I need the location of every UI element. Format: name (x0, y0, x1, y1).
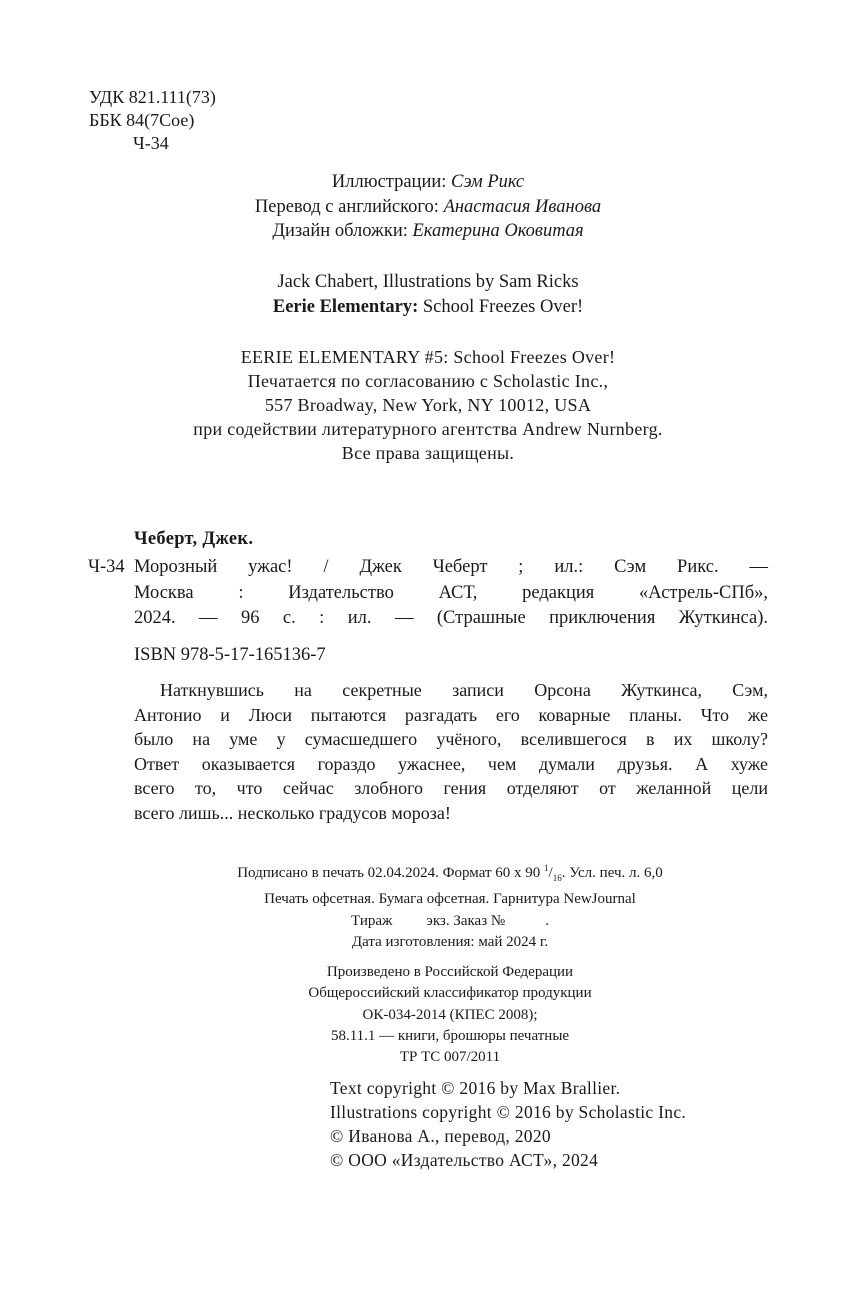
catalog-entry (88, 555, 768, 632)
copyright-line: © Иванова А., перевод, 2020 (330, 1126, 551, 1146)
run-label: Тираж (351, 912, 393, 929)
copyright-line: © ООО «Издательство АСТ», 2024 (330, 1150, 599, 1170)
catalog-author-heading: Чеберт, Джек. (134, 529, 254, 549)
bbk-code: ББК 84(7Сое) (89, 110, 195, 130)
catalog-code: Ч-34 (88, 557, 125, 577)
entry-line: Москва : Издательство АСТ, редакция «Астрель-СПб», (134, 582, 768, 603)
run-order-line (150, 911, 750, 932)
print-sheets: . Усл. печ. л. 6,0 (561, 865, 663, 881)
credit-translation (128, 195, 728, 220)
copyright-line: Text copyright © 2016 by Max Brallier. (330, 1078, 621, 1098)
format-denominator: 16 (552, 873, 562, 883)
rights-line: Печатается по согласованию с Scholastic Inc., (247, 371, 609, 391)
abstract-line: всего то, что сейчас злобного гения отделяют от желанной цели (134, 778, 768, 798)
classification-codes (89, 86, 216, 155)
credit-cover-design (128, 219, 728, 244)
abstract-line: Наткнувшись на секретные записи Орсона Жуткинса, Сэм, (160, 680, 768, 700)
original-authors: Jack Chabert, Illustrations by Sam Ricks (277, 272, 579, 292)
imprint (150, 858, 750, 1069)
origin-line: Общероссийский классификатор продукции (308, 985, 592, 1002)
author-mark: Ч-34 (133, 133, 169, 153)
origin-line: 58.11.1 — книги, брошюры печатные (330, 1028, 570, 1045)
book-title: School Freezes Over! (418, 297, 584, 317)
credit-name: Екатерина Оковитая (412, 221, 584, 241)
credit-label: Дизайн обложки: (272, 221, 413, 241)
rights-line: 557 Broadway, New York, NY 10012, USA (264, 395, 592, 415)
series-name: Eerie Elementary: (272, 297, 419, 317)
rights-line: EERIE ELEMENTARY #5: School Freezes Over! (240, 347, 616, 367)
udk-code: УДК 821.111(73) (89, 87, 216, 107)
date-line: Дата изготовления: май 2024 г. (351, 933, 549, 950)
abstract-line: Антонио и Люси пытаются разгадать его коварные планы. Что же (134, 704, 768, 725)
original-title (128, 295, 728, 320)
entry-line: 2024. — 96 с. : ил. — (Страшные приключения Жуткинса). (134, 608, 768, 628)
format-numerator: 1 (544, 863, 549, 873)
copyright-notices (330, 1076, 686, 1172)
origin-line: ОК-034-2014 (КПЕС 2008); (362, 1006, 538, 1023)
rights-notice (100, 345, 756, 465)
abstract (134, 678, 768, 825)
credits (128, 170, 728, 244)
rights-line: при содействии литературного агентства Andrew Nurnberg. (193, 419, 663, 439)
rights-line: Все права защищены. (341, 443, 515, 463)
abstract-line: было на уме у сумасшедшего учёного, вселившегося в их школу? (134, 729, 768, 749)
origin-line: ТР ТС 007/2011 (399, 1049, 501, 1066)
original-edition (128, 270, 728, 320)
isbn: ISBN 978-5-17-165136-7 (134, 645, 326, 665)
signed-line: Подписано в печать 02.04.2024. Формат 60 x 90 $^1/_{16}$. Усл. печ. л. 6,0 (237, 863, 663, 883)
entry-line: Морозный ужас! / Джек Чеберт ; ил.: Сэм Рикс. — (134, 557, 768, 577)
abstract-line: всего лишь... несколько градусов мороза! (134, 802, 451, 823)
credit-illustrations (128, 170, 728, 195)
signed-text: Подписано в печать 02.04.2024. Формат 60 x 90 (237, 865, 545, 881)
abstract-line: Ответ оказывается гораздо ужаснее, чем думали друзья. А хуже (134, 753, 768, 774)
order-end: . (545, 912, 549, 929)
credit-name: Анастасия Иванова (443, 196, 602, 217)
copyright-line: Illustrations copyright © 2016 by Scholastic Inc. (330, 1102, 687, 1122)
credit-label: Перевод с английского: (254, 196, 444, 217)
credit-name: Сэм Рикс (451, 172, 525, 192)
print-line: Печать офсетная. Бумага офсетная. Гарнитура NewJournal (264, 891, 636, 908)
origin-line: Произведено в Российской Федерации (326, 964, 574, 981)
credit-label: Иллюстрации: (331, 172, 452, 192)
order-label: экз. Заказ № (426, 912, 506, 929)
